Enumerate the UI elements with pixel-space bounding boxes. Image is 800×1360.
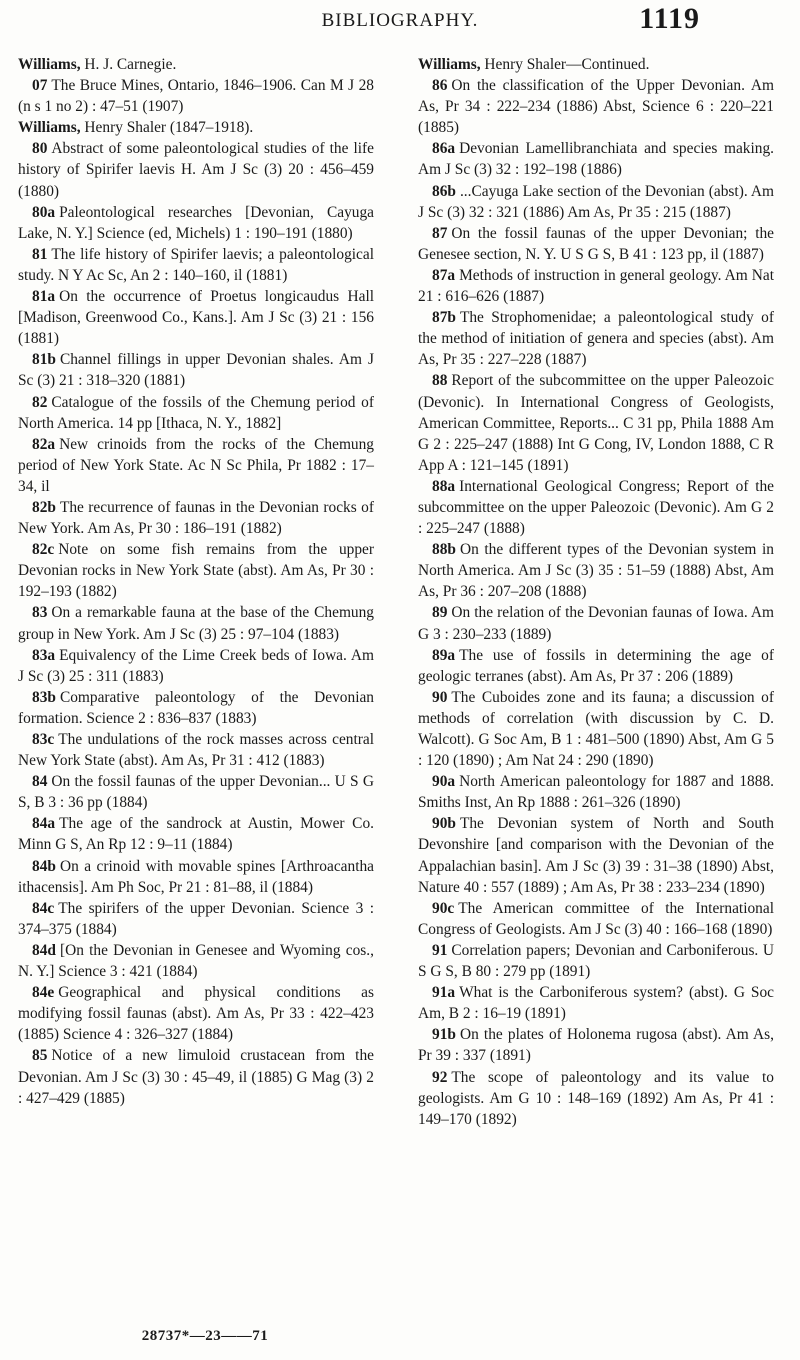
bibliography-entry: [418, 539, 774, 602]
bibliography-entry: [418, 771, 774, 813]
entry-text: Paleontological researches [Devonian, Cayuga Lake, N. Y.] Science (ed, Michels) 1 : 190–191 (1880): [18, 203, 374, 242]
entry-number: 81b: [32, 351, 56, 369]
bibliography-entry: [418, 940, 774, 982]
bibliography-entry: [418, 138, 774, 180]
entry-text: Comparative paleontology of the Devonian formation. Science 2 : 836–837 (1883): [18, 688, 374, 727]
entry-text: ...Cayuga Lake section of the Devonian (abst). Am J Sc (3) 32 : 321 (1886) Am As, Pr 35 : 215 (1887): [418, 182, 774, 221]
entry-number: 86a: [432, 140, 456, 158]
bibliography-entry: [18, 982, 374, 1045]
entry-text: On the fossil faunas of the upper Devonian... U S G S, B 3 : 36 pp (1884): [18, 773, 374, 812]
entry-number: 84: [32, 773, 48, 791]
entry-text: The life history of Spirifer laevis; a paleontological study. N Y Ac Sc, An 2 : 140–160, il (1881): [18, 245, 374, 284]
entry-text: International Geological Congress; Report of the subcommittee on the upper Paleozoic (Devonic). Am G 2 : 225–247 (1888): [418, 477, 774, 538]
author-heading: [418, 54, 774, 75]
entry-text: Equivalency of the Lime Creek beds of Iowa. Am J Sc (3) 25 : 311 (1883): [18, 646, 374, 685]
entry-number: 84a: [32, 815, 56, 833]
entry-text: The use of fossils in determining the age of geologic terranes (abst). Am As, Pr 37 : 206 (1889): [418, 646, 774, 685]
entry-text: The spirifers of the upper Devonian. Science 3 : 374–375 (1884): [18, 899, 374, 938]
bibliography-entry: [418, 813, 774, 897]
entry-text: The scope of paleontology and its value to geologists. Am G 10 : 148–169 (1892) Am As, Pr 41 : 149–170 (1892): [418, 1068, 774, 1128]
bibliography-entry: [18, 497, 374, 539]
entry-number: 84e: [32, 984, 55, 1002]
entry-number: 81a: [32, 288, 56, 306]
print-signature: 28737*—23——71: [141, 1328, 269, 1344]
entry-number: 07: [32, 77, 48, 95]
entry-number: 88: [432, 372, 448, 390]
entry-number: 90c: [432, 899, 455, 917]
author-name: Williams,: [18, 56, 81, 73]
right-column: [418, 54, 774, 1130]
entry-number: 87: [432, 224, 448, 242]
bibliography-entry: [18, 813, 374, 855]
entry-number: 88a: [432, 477, 456, 495]
entry-number: 92: [432, 1068, 448, 1086]
entry-number: 83b: [32, 688, 56, 706]
entry-number: 90a: [432, 773, 456, 791]
entry-text: Note on some fish remains from the upper Devonian rocks in New York State (abst). Am As, Pr 30 : 192–193 (1882): [18, 541, 374, 601]
entry-number: 83a: [32, 646, 56, 664]
entry-text: The American committee of the International Congress of Geologists. Am J Sc (3) 40 : 166–168 (1890): [418, 899, 774, 938]
entry-number: 86: [432, 77, 448, 95]
bibliography-entry: [418, 307, 774, 370]
entry-number: 81: [32, 245, 48, 263]
entry-text: On the classification of the Upper Devonian. Am As, Pr 34 : 222–234 (1886) Abst, Science 6 : 220–221 (1885): [418, 77, 774, 137]
entry-number: 90: [432, 688, 448, 706]
entry-text: Devonian Lamellibranchiata and species making. Am J Sc (3) 32 : 192–198 (1886): [418, 140, 774, 179]
bibliography-entry: [418, 181, 774, 223]
entry-text: North American paleontology for 1887 and 1888. Smiths Inst, An Rp 1888 : 261–326 (1890): [418, 773, 774, 812]
entry-number: 82: [32, 393, 48, 411]
entry-text: On a remarkable fauna at the base of the Chemung group in New York. Am J Sc (3) 25 : 97–104 (1883): [18, 604, 374, 643]
entry-text: [On the Devonian in Genesee and Wyoming cos., N. Y.] Science 3 : 421 (1884): [18, 941, 374, 981]
bibliography-entry: [18, 138, 374, 201]
bibliography-entry: [418, 1067, 774, 1130]
entry-text: On a crinoid with movable spines [Arthroacantha ithacensis]. Am Ph Soc, Pr 21 : 81–88, il (1884): [18, 857, 374, 896]
entry-text: What is the Carboniferous system? (abst). G Soc Am, B 2 : 16–19 (1891): [418, 984, 774, 1023]
entry-text: The undulations of the rock masses across central New York State (abst). Am As, Pr 31 : 412 (1883): [18, 731, 374, 770]
bibliography-entry: [18, 286, 374, 349]
bibliography-entry: [18, 244, 374, 286]
bibliography-entry: [418, 476, 774, 539]
entry-text: The Strophomenidae; a paleontological study of the method of initiation of genera and species (abst). Am As, Pr 35 : 227–228 (1887): [418, 309, 774, 369]
author-heading: [18, 117, 374, 138]
bibliography-entry: [418, 898, 774, 940]
author-details: H. J. Carnegie.: [80, 56, 177, 73]
entry-text: On the relation of the Devonian faunas of Iowa. Am G 3 : 230–233 (1889): [418, 604, 774, 643]
entry-text: Correlation papers; Devonian and Carboniferous. U S G S, B 80 : 279 pp (1891): [418, 941, 774, 981]
entry-number: 82a: [32, 435, 56, 453]
entry-text: Catalogue of the fossils of the Chemung period of North America. 14 pp [Ithaca, N. Y., 1882]: [18, 393, 374, 432]
bibliography-entry: [18, 940, 374, 982]
page-header: [0, 0, 800, 52]
entry-text: The recurrence of faunas in the Devonian rocks of New York. Am As, Pr 30 : 186–191 (1882): [18, 498, 374, 538]
entry-number: 86b: [432, 182, 456, 200]
entry-text: Methods of instruction in general geology. Am Nat 21 : 616–626 (1887): [418, 266, 774, 306]
bibliography-entry: [418, 645, 774, 687]
bibliography-entry: [418, 223, 774, 265]
entry-text: Notice of a new limuloid crustacean from the Devonian. Am J Sc (3) 30 : 45–49, il (1885) G Mag (3) 2 : 427–429 (1885): [18, 1047, 374, 1107]
entry-text: Abstract of some paleontological studies of the life history of Spirifer laevis H. Am J Sc (3) 20 : 456–459 (1880): [18, 140, 374, 200]
bibliography-entry: [418, 265, 774, 307]
entry-text: Report of the subcommittee on the upper Paleozoic (Devonic). In International Congress of Geologists, American Committee, Reports... C 31 pp, Phila 1888 Am G 2 : 225–247 (1888) Int G Cong, IV, London 1888, C R App A : 121–145 (1891): [418, 372, 774, 474]
entry-number: 89: [432, 604, 448, 622]
entry-number: 89a: [432, 646, 456, 664]
entry-text: Channel fillings in upper Devonian shales. Am J Sc (3) 21 : 318–320 (1881): [18, 351, 374, 390]
bibliography-entry: [18, 434, 374, 497]
entry-number: 84d: [32, 941, 56, 959]
bibliography-entry: [18, 539, 374, 602]
entry-text: The Devonian system of North and South Devonshire [and comparison with the Devonian of the Appalachian basin]. Am J Sc (3) 39 : 31–38 (1890) Abst, Nature 40 : 557 (1889) ; Am As, Pr 38 : 233–234 (1890): [418, 815, 774, 896]
entry-number: 82c: [32, 541, 55, 559]
author-name: Williams,: [18, 119, 81, 137]
entry-number: 83: [32, 604, 48, 622]
entry-text: The Cuboides zone and its fauna; a discussion of methods of correlation (with discussion by C. D. Walcott). G Soc Am, B 1 : 481–500 (1890) Abst, Am G 5 : 120 (1890) ; Am Nat 24 : 290 (1890): [418, 688, 774, 770]
bibliography-entry: [418, 687, 774, 771]
entry-text: The age of the sandrock at Austin, Mower Co. Minn G S, An Rp 12 : 9–11 (1884): [18, 815, 374, 854]
bibliography-entry: [18, 898, 374, 940]
bibliography-entry: [418, 75, 774, 138]
entry-number: 87b: [432, 309, 456, 327]
entry-text: On the occurrence of Proetus longicaudus Hall [Madison, Greenwood Co., Kans.]. Am J Sc (3) 21 : 156 (1881): [18, 288, 374, 348]
entry-number: 90b: [432, 815, 456, 833]
author-name: Williams,: [418, 56, 481, 73]
left-column: [18, 54, 374, 1109]
bibliography-entry: [18, 771, 374, 813]
entry-number: 87a: [432, 266, 456, 284]
entry-number: 84c: [32, 899, 55, 917]
entry-text: New crinoids from the rocks of the Chemung period of New York State. Ac N Sc Phila, Pr 1882 : 17–34, il: [18, 435, 374, 495]
bibliography-entry: [18, 349, 374, 391]
entry-number: 88b: [432, 541, 456, 559]
author-details: Henry Shaler—Continued.: [480, 56, 650, 73]
entry-text: Geographical and physical conditions as modifying fossil faunas (abst). Am As, Pr 33 : 422–423 (1885) Science 4 : 326–327 (1884): [18, 984, 374, 1044]
entry-number: 84b: [32, 857, 56, 875]
bibliography-entry: [18, 1045, 374, 1108]
bibliography-entry: [418, 982, 774, 1024]
bibliography-entry: [418, 602, 774, 644]
bibliography-entry: [18, 687, 374, 729]
entry-number: 80: [32, 140, 48, 158]
bibliography-entry: [18, 75, 374, 117]
bibliography-entry: [18, 392, 374, 434]
bibliography-entry: [418, 370, 774, 475]
bibliography-entry: [18, 856, 374, 898]
entry-text: On the plates of Holonema rugosa (abst). Am As, Pr 39 : 337 (1891): [418, 1026, 774, 1065]
entry-number: 91a: [432, 984, 456, 1002]
bibliography-entry: [18, 602, 374, 644]
entry-number: 80a: [32, 203, 56, 221]
author-details: Henry Shaler (1847–1918).: [80, 119, 254, 137]
running-head: BIBLIOGRAPHY.: [321, 10, 479, 31]
entry-text: The Bruce Mines, Ontario, 1846–1906. Can M J 28 (n s 1 no 2) : 47–51 (1907): [18, 77, 374, 116]
bibliography-entry: [18, 729, 374, 771]
author-heading: [18, 54, 374, 75]
entry-number: 83c: [32, 731, 55, 748]
entry-number: 85: [32, 1047, 48, 1065]
bibliography-entry: [18, 202, 374, 244]
page-number: 1119: [639, 2, 700, 35]
entry-text: On the fossil faunas of the upper Devonian; the Genesee section, N. Y. U S G S, B 41 : 123 pp, il (1887): [418, 224, 774, 263]
entry-text: On the different types of the Devonian system in North America. Am J Sc (3) 35 : 51–59 (1888) Abst, Am As, Pr 36 : 207–208 (1888): [418, 541, 774, 601]
entry-number: 91b: [432, 1026, 456, 1044]
bibliography-entry: [418, 1024, 774, 1066]
entry-number: 91: [432, 941, 448, 959]
entry-number: 82b: [32, 498, 56, 516]
bibliography-entry: [18, 645, 374, 687]
